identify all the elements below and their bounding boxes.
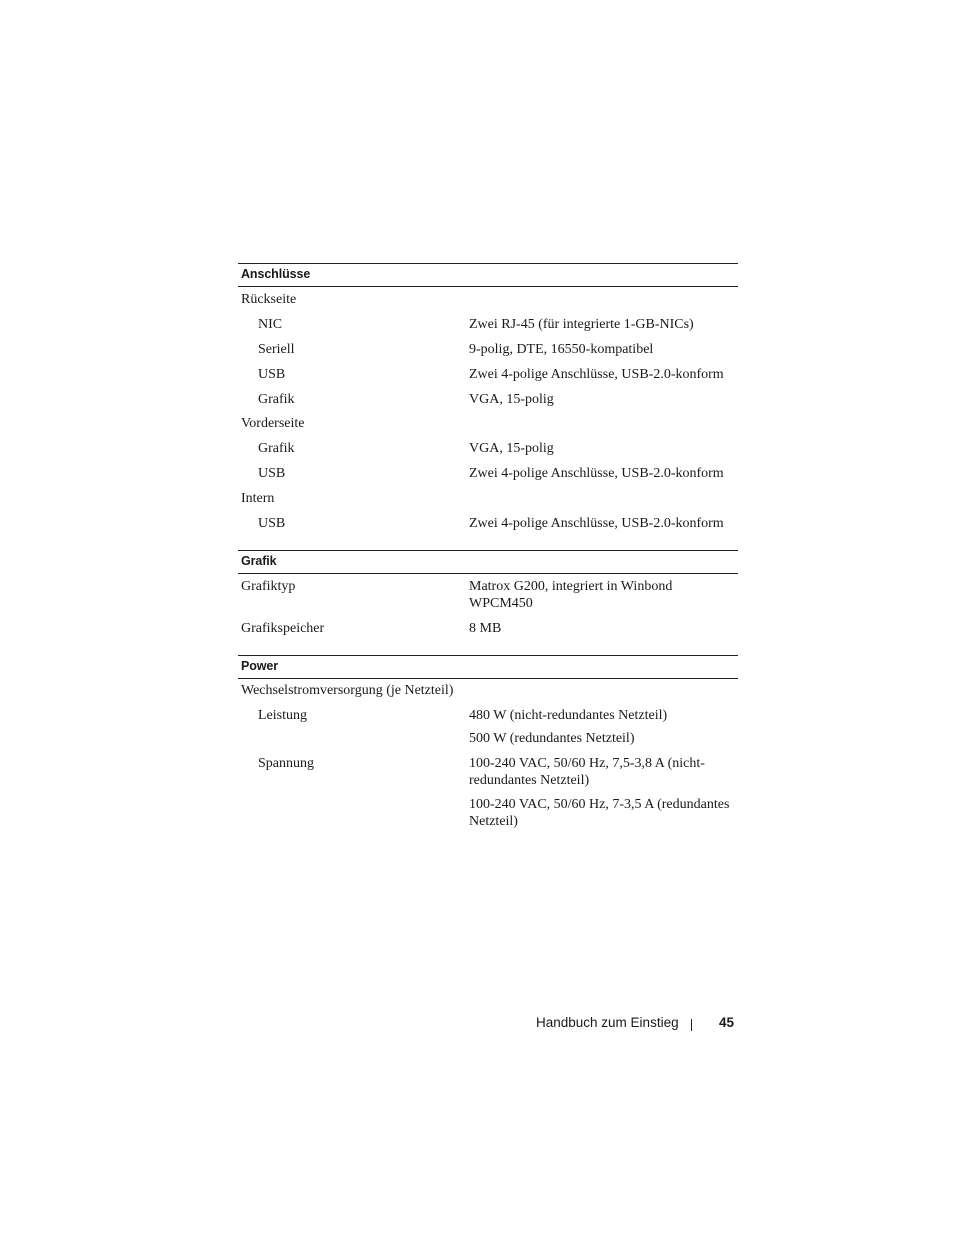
section-header	[238, 263, 738, 287]
row-value: Zwei RJ-45 (für integrierte 1-GB-NICs)	[469, 317, 694, 332]
row-label: Grafik	[258, 441, 295, 456]
row-label: Intern	[241, 491, 275, 506]
row-label: Spannung	[258, 756, 314, 771]
row-label: USB	[258, 466, 286, 481]
section-grafik	[238, 550, 738, 574]
section-title: Grafik	[241, 554, 277, 568]
row-label: Grafiktyp	[241, 579, 296, 594]
section-power	[238, 655, 738, 679]
footer-title: Handbuch zum Einstieg	[536, 1015, 679, 1030]
row-value: Zwei 4-polige Anschlüsse, USB-2.0-konform	[469, 516, 724, 531]
row-value: VGA, 15-polig	[469, 392, 554, 407]
row-label: USB	[258, 516, 286, 531]
footer-divider	[691, 1019, 692, 1031]
row-label: Grafik	[258, 392, 295, 407]
row-label: NIC	[258, 317, 283, 332]
row-value: 8 MB	[469, 621, 502, 636]
row-label: USB	[258, 367, 286, 382]
row-value: Matrox G200, integriert in Winbond WPCM450	[469, 579, 673, 611]
row-label: Rückseite	[241, 292, 297, 307]
row-value: 500 W (redundantes Netzteil)	[469, 731, 635, 746]
page-number: 45	[719, 1015, 735, 1030]
row-label: Leistung	[258, 708, 307, 723]
row-value: 9-polig, DTE, 16550-kompatibel	[469, 342, 654, 357]
section-anschluesse	[238, 263, 738, 287]
row-label: Vorderseite	[241, 416, 305, 431]
row-label: Wechselstromversorgung (je Netzteil)	[241, 683, 454, 698]
row-value: Zwei 4-polige Anschlüsse, USB-2.0-konform	[469, 466, 724, 481]
row-value: Zwei 4-polige Anschlüsse, USB-2.0-konform	[469, 367, 724, 382]
section-title: Anschlüsse	[241, 267, 311, 281]
section-header	[238, 550, 738, 574]
row-label: Grafikspeicher	[241, 621, 325, 636]
row-value: 100-240 VAC, 50/60 Hz, 7,5-3,8 A (nicht-redundantes Netzteil)	[469, 756, 705, 788]
row-label: Seriell	[258, 342, 295, 357]
section-title: Power	[241, 659, 279, 673]
row-value: 100-240 VAC, 50/60 Hz, 7-3,5 A (redundantes Netzteil)	[469, 797, 730, 829]
row-value: 480 W (nicht-redundantes Netzteil)	[469, 708, 668, 723]
section-header	[238, 655, 738, 679]
row-value: VGA, 15-polig	[469, 441, 554, 456]
